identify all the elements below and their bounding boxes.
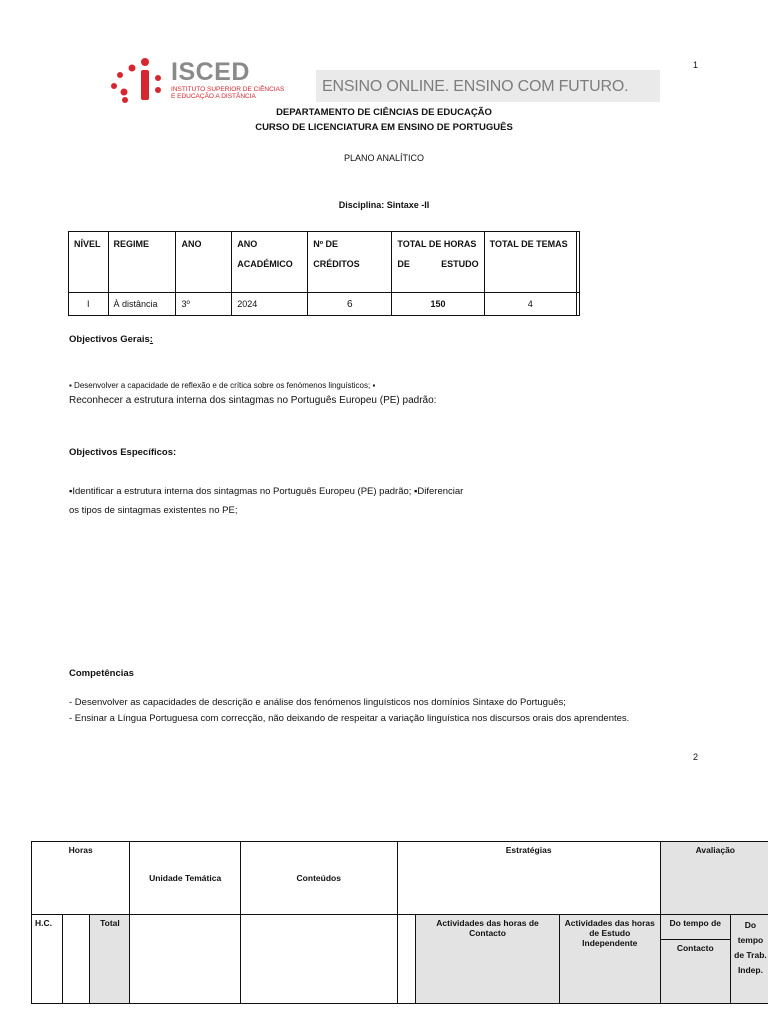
header-cell: Do tempo de Trab. Indep. — [730, 915, 768, 1004]
table-row — [32, 842, 768, 915]
general-objectives-line: ▪ Desenvolver a capacidade de reflexão e de crítica sobre os fenómenos linguísticos; ▪ — [69, 381, 376, 390]
header-line — [397, 254, 478, 274]
institute-line: INSTITUTO SUPERIOR DE CIÊNCIAS — [171, 86, 285, 93]
value-cell: 4 — [484, 293, 576, 316]
header-word: ESTUDO — [441, 259, 479, 269]
value-cell: 150 — [392, 293, 484, 316]
header-cell: Conteúdos — [240, 842, 397, 915]
header-cell: NÍVEL — [69, 232, 109, 293]
plan-table — [31, 841, 768, 1004]
institute-line: E EDUCAÇÃO A DISTÂNCIA — [171, 93, 256, 100]
general-objectives-line: Reconhecer a estrutura interna dos sintagmas no Português Europeu (PE) padrão: — [69, 395, 437, 406]
specific-objectives-title: Objectivos Específicos: — [69, 447, 177, 458]
header-line: TOTAL DE HORAS — [397, 239, 477, 249]
header-line: ANO — [237, 239, 258, 249]
discipline-title: Disciplina: Sintaxe -II — [338, 200, 430, 210]
specific-objectives-line: ▪Identificar a estrutura interna dos sintagmas no Português Europeu (PE) padrão; ▪Diferenciar — [69, 486, 464, 497]
info-table — [68, 231, 580, 316]
table-row — [69, 232, 580, 293]
header-cell: Horas — [32, 842, 130, 915]
header-cell: H.C. — [32, 915, 63, 1004]
header-cell — [392, 232, 484, 293]
empty-cell — [240, 915, 397, 1004]
slogan: ENSINO ONLINE. ENSINO COM FUTURO. — [322, 78, 629, 95]
header-cell: Nº DE CRÉDITOS — [308, 232, 392, 293]
table-edge — [576, 293, 579, 316]
department-title: DEPARTAMENTO DE CIÊNCIAS DE EDUCAÇÃO — [276, 107, 492, 118]
value-cell: 6 — [308, 293, 392, 316]
header-line: ACADÉMICO — [237, 259, 293, 269]
header-cell: REGIME — [108, 232, 176, 293]
value-cell: 2024 — [232, 293, 308, 316]
header-cell: Actividades das horas de Estudo Independente — [559, 915, 660, 1004]
empty-cell — [397, 915, 415, 1004]
table-row — [69, 293, 580, 316]
section-title-text: Objectivos Gerais — [69, 334, 150, 345]
header-cell: TOTAL DE TEMAS — [484, 232, 576, 293]
logo-dots-icon — [108, 56, 170, 104]
header-cell: ANO — [176, 232, 232, 293]
empty-cell — [63, 915, 90, 1004]
value-cell: 3º — [176, 293, 232, 316]
header-cell: Unidade Temática — [130, 842, 240, 915]
isced-logo — [108, 56, 660, 104]
header-cell — [232, 232, 308, 293]
header-cell: Total — [90, 915, 130, 1004]
empty-cell — [130, 915, 240, 1004]
page-number: 1 — [693, 60, 699, 70]
header-cell: Avaliação — [660, 842, 768, 915]
header-cell — [660, 915, 730, 1004]
competencies-line: - Desenvolver as capacidades de descrição e análise dos fenómenos linguísticos nos domínios Sintaxe do Português; — [69, 697, 566, 708]
logo-text: ISCED — [171, 58, 250, 86]
institute-name — [171, 86, 284, 100]
table-row — [32, 915, 768, 1004]
competencies-title: Competências — [69, 668, 134, 679]
competencies-line: - Ensinar a Língua Portuguesa com correcção, não deixando de respeitar a variação linguística nos discursos orais dos aprendentes. — [69, 713, 630, 724]
header-cell: Estratégias — [397, 842, 660, 915]
specific-objectives-line: os tipos de sintagmas existentes no PE; — [69, 505, 238, 516]
document-title: PLANO ANALÍTICO — [343, 153, 425, 163]
header-cell: Actividades das horas de Contacto — [416, 915, 560, 1004]
table-edge — [576, 232, 579, 293]
header-word: DE — [397, 259, 410, 269]
header-line: Do tempo de — [661, 915, 730, 940]
value-cell: À distância — [108, 293, 176, 316]
course-title: CURSO DE LICENCIATURA EM ENSINO DE PORTUGUÊS — [255, 122, 513, 133]
value-cell: I — [69, 293, 109, 316]
header-line: Contacto — [676, 943, 714, 953]
general-objectives-title — [69, 334, 153, 345]
section-title-colon: : — [149, 334, 153, 345]
page-number: 2 — [693, 752, 699, 762]
